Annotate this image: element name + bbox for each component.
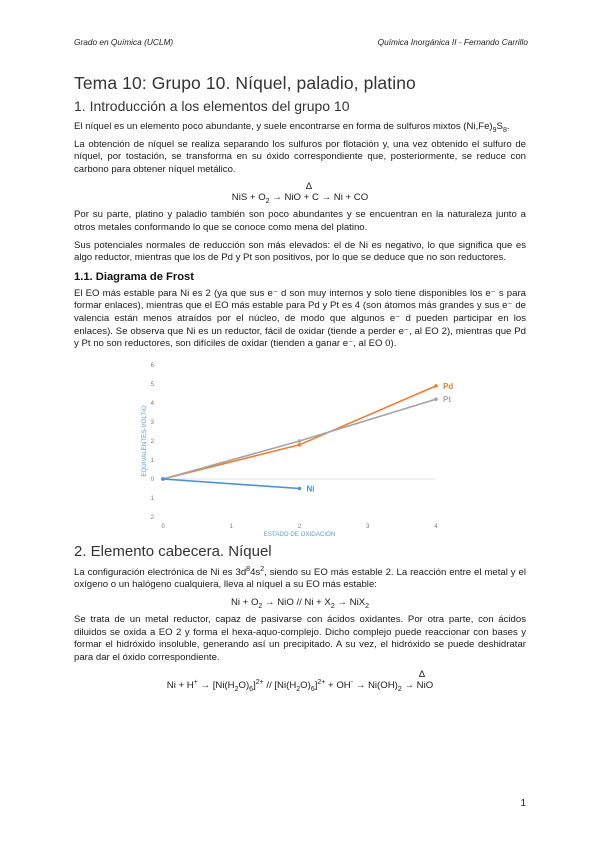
series-point-pt [434, 397, 438, 401]
section-1-heading: 1. Introducción a los elementos del grupo 10 [74, 98, 350, 114]
section-2-heading: 2. Elemento cabecera. Níquel [74, 542, 272, 560]
series-line-pd [163, 386, 436, 479]
frost-diagram-chart [74, 357, 526, 538]
y-tick-label: 3 [150, 419, 154, 426]
series-label-pt: Pt [443, 394, 451, 404]
paragraph-nickel-reductor: Se trata de un metal reductor, capaz de pasivarse con ácidos oxidantes. Por otra parte, con ácidos diluidos se oxida a EO 2 y forma el hexa-aquo-complejo. Dicho complejo puede reaccionar con bases y formar el hidróxido insoluble, generando así un precipitado. A su vez, el hidróxido se puede deshidratar para dar el óxido correspondiente. [74, 613, 526, 663]
header-author: Química Inorgánica II - Fernando Carrillo [377, 37, 528, 47]
y-tick-label: 4 [150, 400, 154, 407]
paragraph-frost-explanation: El EO más estable para Ni es 2 (ya que sus e⁻ d son muy internos y solo tiene disponibles los e⁻ s para formar enlaces), mientras que el EO más estable para Pd y Pt es 4 (son átomos más grandes y sus e⁻ de valencia están menos atraídos por el núcleo, de modo que algunos e⁻ d pueden participar en los enlaces). Se observa que Ni es un reductor, fácil de oxidar (tiende a perder e⁻, al EO 2), mientras que Pd y Pt no son reductores, son difíciles de oxidar (tienden a ganar e⁻, al EO 0). [74, 287, 526, 350]
equation-nickel-roasting: Δ NiS + $O_2$ → NiO + C → Ni + CO [231, 181, 369, 206]
section-1-1-heading: 1.1. Diagrama de Frost [74, 270, 194, 283]
series-point-pd [298, 443, 302, 447]
paragraph-nickel-abundance: El níquel es un elemento poco abundante, y suele encontrarse en forma de sulfuros mixtos $(Ni,Fe)_9S_8$. [74, 121, 510, 134]
y-tick-label: 1 [150, 495, 154, 502]
page-title: Tema 10: Grupo 10. Níquel, paladio, platino [74, 73, 416, 93]
series-point-pt [298, 439, 302, 443]
paragraph-platinum-ore: Por su parte, platino y paladio también son poco abundantes y se encuentran en la naturaleza junto a otros metales conformando lo que se conoce como mena del platino. [74, 209, 526, 233]
series-label-pd: Pd [443, 381, 454, 391]
y-tick-label: 1 [150, 457, 154, 464]
series-point-ni [298, 486, 302, 490]
y-axis-title: EQUIVALENTES-VOLTIO [141, 405, 148, 477]
series-label-ni: Ni [306, 484, 315, 494]
header-course: Grado en Química (UCLM) [74, 37, 174, 47]
x-tick-label: 2 [297, 523, 302, 530]
x-tick-label: 1 [229, 523, 233, 530]
paragraph-reduction-potentials: Sus potenciales normales de reducción son más elevados: el de Ni es negativo, lo que significa que es algo reductor, mientras que los de Pd y Pt son positivos, por lo que se deduce que no son reductores. [74, 239, 526, 264]
equation-nickel-oxidation: $Ni + O_2$ → NiO // $Ni + X_2 \to NiX_2$ [230, 596, 370, 610]
document-body [74, 72, 526, 697]
y-tick-label: 2 [150, 514, 154, 521]
x-tick-label: 3 [366, 523, 370, 530]
series-line-ni [163, 479, 300, 489]
y-tick-label: 2 [150, 438, 154, 445]
y-tick-label: 5 [150, 381, 154, 388]
paragraph-nickel-extraction: La obtención de níquel se realiza separando los sulfuros por flotación y, una vez obtenido el sulfuro de níquel, por tostación, se transforma en su óxido correspondiente que, posteriormente, se reduce con carbono para obtener níquel metálico. [74, 138, 526, 175]
x-tick-label: 0 [161, 523, 165, 530]
frost-diagram-svg [74, 357, 526, 538]
series-point-pd [434, 384, 438, 388]
series-point-ni [161, 477, 165, 481]
x-axis-title: ESTADO DE OXIDACIÓN [263, 530, 336, 538]
y-tick-label: 0 [150, 476, 154, 483]
paragraph-nickel-configuration: La configuración electrónica de Ni es $3d^84s^2$, siendo su EO más estable 2. La reacción entre el metal y el oxígeno o un halógeno cualquiera, lleva al níquel a su EO más estable: [74, 565, 526, 591]
series-line-pt [163, 399, 436, 479]
page-number: 1 [520, 798, 526, 809]
x-tick-label: 4 [434, 523, 438, 530]
y-tick-label: 6 [150, 362, 154, 369]
equation-nickel-complex: Δ $Ni + H^+ \to [Ni(H_2O)_6]^{2+} // [Ni(H_2O)_6]^{2+} + OH^- \to Ni(OH)_2$ → NiO [166, 669, 434, 694]
